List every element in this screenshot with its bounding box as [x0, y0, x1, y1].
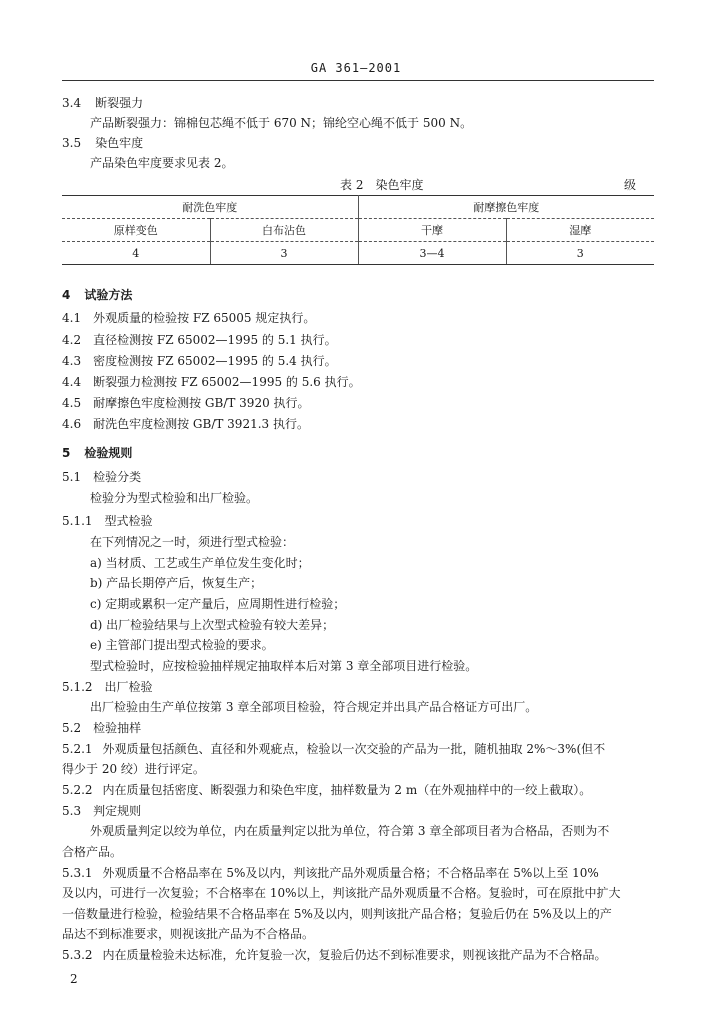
section-4-1: 4.1 外观质量的检验按 FZ 65005 规定执行。 — [62, 311, 316, 325]
list-item: c) 定期或累积一定产量后，应周期性进行检验； — [90, 597, 346, 611]
section-5-1-1-closing: 型式检验时，应按检验抽样规定抽取样本后对第 3 章全部项目进行检验。 — [90, 659, 478, 673]
table-cell: 3 — [506, 242, 654, 265]
section-5-1-2-heading: 5.1.2 出厂检验 — [62, 680, 153, 694]
page-header: GA 361—2001 — [310, 61, 402, 75]
section-5-3-heading: 5.3 判定规则 — [62, 804, 142, 818]
table-caption: 表 2 染色牢度 — [340, 178, 424, 192]
section-4-3: 4.3 密度检测按 FZ 65002—1995 的 5.4 执行。 — [62, 354, 337, 368]
section-5-3-text: 外观质量判定以绞为单位，内在质量判定以批为单位，符合第 3 章全部项目者为合格品，否则为不 — [90, 824, 610, 838]
section-4-6: 4.6 耐洗色牢度检测按 GB/T 3921.3 执行。 — [62, 417, 309, 431]
section-5-1-1-intro: 在下列情况之一时，须进行型式检验： — [90, 535, 295, 549]
table-col-header: 原样变色 — [62, 219, 210, 242]
section-5-1-heading: 5.1 检验分类 — [62, 470, 142, 484]
header-rule — [62, 80, 654, 81]
section-5-3-1-cont: 品达不到标准要求，则视该批产品为不合格品。 — [62, 927, 315, 941]
list-item: a) 当材质、工艺或生产单位发生变化时； — [90, 556, 310, 570]
section-5-2-heading: 5.2 检验抽样 — [62, 721, 142, 735]
section-5-3-text-cont: 合格产品。 — [62, 845, 123, 859]
table-group-rub: 耐摩擦色牢度 — [358, 196, 654, 219]
section-5-3-2: 5.3.2 内在质量检验未达标准，允许复验一次，复验后仍达不到标准要求，则视该批产品为不合格品。 — [62, 948, 607, 962]
section-5-1-1-heading: 5.1.1 型式检验 — [62, 514, 153, 528]
section-5-1-2-text: 出厂检验由生产单位按第 3 章全部项目检验，符合规定并出具产品合格证方可出厂。 — [90, 700, 538, 714]
section-5-3-1-cont: 一倍数量进行检验，检验结果不合格品率在 5%及以内，则判该批产品合格；复验后仍在 5%及以上的产 — [62, 907, 612, 921]
section-4-5: 4.5 耐摩擦色牢度检测按 GB/T 3920 执行。 — [62, 396, 310, 410]
section-5-1-text: 检验分为型式检验和出厂检验。 — [90, 491, 259, 505]
section-4-4: 4.4 断裂强力检测按 FZ 65002—1995 的 5.6 执行。 — [62, 375, 361, 389]
section-5-3-1: 5.3.1 外观质量不合格品率在 5%及以内，判该批产品外观质量合格；不合格品率在 5%以上至 10% — [62, 866, 599, 880]
table-col-header: 干摩 — [358, 219, 506, 242]
section-5-heading: 5 检验规则 — [62, 446, 133, 460]
section-4-heading: 4 试验方法 — [62, 288, 133, 302]
page-number: 2 — [70, 972, 78, 986]
section-5-2-1: 5.2.1 外观质量包括颜色、直径和外观疵点，检验以一次交验的产品为一批，随机抽取 2%～3%(但不 — [62, 742, 606, 756]
dye-fastness-table — [62, 195, 654, 265]
table-col-header: 白布沾色 — [210, 219, 358, 242]
list-item: d) 出厂检验结果与上次型式检验有较大差异； — [90, 618, 335, 632]
table-cell: 3 — [210, 242, 358, 265]
section-3-4-text: 产品断裂强力：锦棉包芯绳不低于 670 N；锦纶空心绳不低于 500 N。 — [90, 116, 473, 130]
section-3-4-heading: 3.4 断裂强力 — [62, 96, 144, 110]
table-cell: 4 — [62, 242, 210, 265]
section-5-2-2: 5.2.2 内在质量包括密度、断裂强力和染色牢度，抽样数量为 2 m（在外观抽样中的一绞上截取）。 — [62, 783, 592, 797]
table-group-wash: 耐洗色牢度 — [62, 196, 358, 219]
list-item: e) 主管部门提出型式检验的要求。 — [90, 638, 274, 652]
section-5-2-1-cont: 得少于 20 绞）进行评定。 — [62, 762, 205, 776]
section-3-5-heading: 3.5 染色牢度 — [62, 136, 144, 150]
table-col-header: 湿摩 — [569, 224, 592, 237]
section-3-5-text: 产品染色牢度要求见表 2。 — [90, 156, 234, 170]
list-item: b) 产品长期停产后，恢复生产； — [90, 576, 263, 590]
table-unit: 级 — [624, 178, 637, 192]
section-4-2: 4.2 直径检测按 FZ 65002—1995 的 5.1 执行。 — [62, 333, 337, 347]
section-5-3-1-cont: 及以内，可进行一次复验；不合格率在 10%以上，判该批产品外观质量不合格。复验时，可在原批中扩大 — [62, 886, 621, 900]
table-cell: 3—4 — [358, 242, 506, 265]
